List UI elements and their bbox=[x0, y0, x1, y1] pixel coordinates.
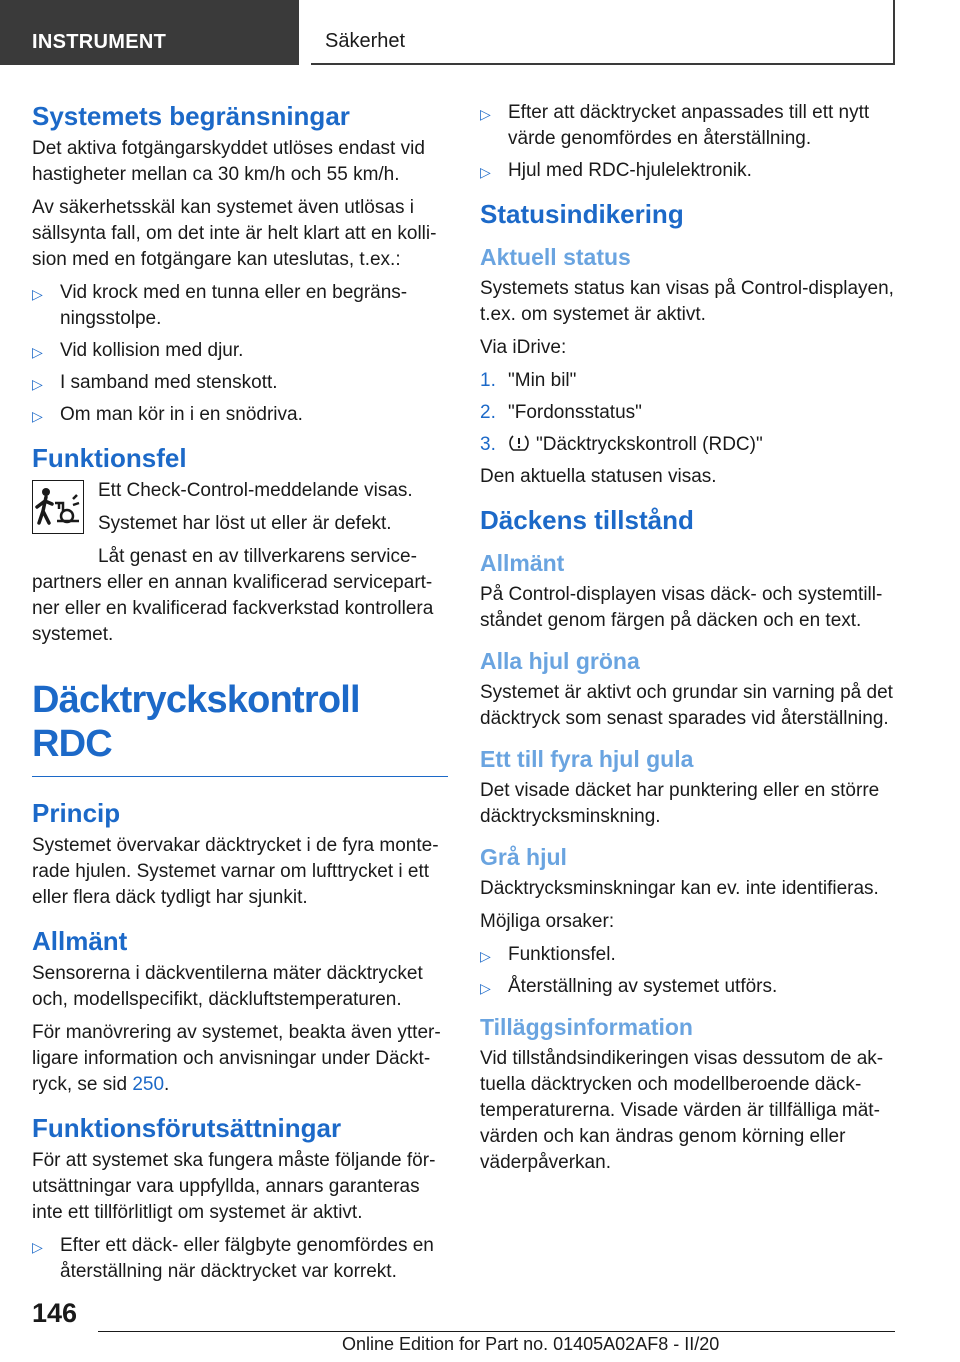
grey-wheels-paragraph-1: Däcktrycksminskningar kan ev. inte identifieras. bbox=[480, 878, 879, 899]
principle-paragraph: Systemet övervakar däcktrycket i de fyra monte-rade hjulen. Systemet varnar om lufttrycket i ett eller flera däck tydligt har sjunkit. bbox=[32, 835, 439, 908]
list-item: ▷ Vid kollision med djur. bbox=[32, 338, 448, 364]
list-item: ▷ Efter att däcktrycket anpassades till ett nytt värde genomfördes en återställning. bbox=[480, 102, 870, 149]
tyre-pressure-icon bbox=[508, 433, 530, 453]
chapter-header bbox=[311, 0, 895, 65]
list-item: ▷ Funktionsfel. bbox=[480, 942, 900, 968]
triangle-bullet-icon: ▷ bbox=[32, 376, 43, 392]
triangle-bullet-icon: ▷ bbox=[480, 948, 491, 964]
grey-wheels-heading: Grå hjul bbox=[480, 844, 567, 870]
current-status-heading: Aktuell status bbox=[480, 244, 631, 270]
tyre-general-paragraph: På Control-displayen visas däck- och systemtill-ståndet genom färgen på däcken och en text. bbox=[480, 584, 883, 631]
fault-paragraph-1: Ett Check-Control-meddelande visas. bbox=[98, 480, 413, 501]
fault-heading: Funktionsfel bbox=[32, 443, 187, 473]
current-status-paragraph-3: Den aktuella statusen visas. bbox=[480, 466, 717, 487]
additional-info-paragraph: Vid tillståndsindikeringen visas dessutom de ak-tuella däcktrycken och modellberoende däck-temperaturerna. Visade värden är tillfälliga mät-värden och kan ändras genom körning eller väderpåverkan. bbox=[480, 1048, 884, 1173]
general-heading: Allmänt bbox=[32, 926, 128, 956]
general-paragraph-2: För manövrering av systemet, beakta även ytter-ligare information och anvisningar under Däckt-ryck, se sid 250. bbox=[32, 1022, 441, 1095]
idrive-steps bbox=[480, 368, 900, 458]
chapter-title: Säkerhet bbox=[325, 30, 406, 52]
prerequisites-paragraph: För att systemet ska fungera måste följande för-utsättningar vara uppfyllda, annars garanteras inte ett tillförlitligt om systemet är aktivt. bbox=[32, 1150, 436, 1223]
triangle-bullet-icon: ▷ bbox=[32, 1239, 43, 1255]
footer-divider bbox=[98, 1331, 895, 1332]
list-item: 2. "Fordonsstatus" bbox=[480, 402, 642, 423]
tyre-condition-heading: Däckens tillstånd bbox=[480, 505, 694, 535]
page-reference-link[interactable]: 250 bbox=[132, 1074, 165, 1095]
status-heading: Statusindikering bbox=[480, 199, 684, 229]
triangle-bullet-icon: ▷ bbox=[32, 344, 43, 360]
list-item: ▷ Hjul med RDC-hjulelektronik. bbox=[480, 158, 900, 184]
rdc-heading: Däcktryckskontroll RDC bbox=[32, 679, 360, 765]
list-item: ▷ I samband med stenskott. bbox=[32, 370, 448, 396]
list-item: 3. "Däcktryckskontroll (RDC)" bbox=[480, 434, 763, 455]
limits-list bbox=[32, 280, 448, 428]
prerequisites-list-continued bbox=[480, 100, 900, 184]
triangle-bullet-icon: ▷ bbox=[480, 164, 491, 180]
edition-footer: Online Edition for Part no. 01405A02AF8 - II/20 bbox=[342, 1334, 720, 1354]
right-column bbox=[480, 100, 900, 1183]
tyre-general-heading: Allmänt bbox=[480, 550, 565, 576]
limits-paragraph-2: Av säkerhetsskäl kan systemet även utlösas i sällsynta fall, om det inte är helt klart att en kolli-sion med en fotgängare kan uteslutas, t.ex.: bbox=[32, 197, 437, 270]
general-paragraph-1: Sensorerna i däckventilerna mäter däcktrycket och, modellspecifikt, däckluftstemperaturen. bbox=[32, 963, 423, 1010]
left-column bbox=[32, 100, 448, 1291]
page-number: 146 bbox=[32, 1298, 78, 1328]
current-status-paragraph-1: Systemets status kan visas på Control-displayen, t.ex. om systemet är aktivt. bbox=[480, 278, 894, 325]
all-green-paragraph: Systemet är aktivt och grundar sin varning på det däcktryck som senast sparades vid återställning. bbox=[480, 682, 893, 729]
yellow-wheels-heading: Ett till fyra hjul gula bbox=[480, 746, 694, 772]
section-title: INSTRUMENT bbox=[32, 31, 167, 53]
prerequisites-list bbox=[32, 1233, 448, 1285]
list-item: ▷ Efter ett däck- eller fälgbyte genomfördes en återställning när däcktrycket var korrekt. bbox=[32, 1235, 434, 1282]
possible-causes-list bbox=[480, 942, 900, 1000]
triangle-bullet-icon: ▷ bbox=[480, 106, 491, 122]
list-item: ▷ Vid krock med en tunna eller en begräns-ningsstolpe. bbox=[32, 282, 408, 329]
pedestrian-protection-warning-icon bbox=[32, 480, 84, 534]
section-tab bbox=[0, 0, 299, 65]
grey-wheels-paragraph-2: Möjliga orsaker: bbox=[480, 911, 615, 932]
triangle-bullet-icon: ▷ bbox=[480, 980, 491, 996]
heading-divider bbox=[32, 776, 448, 777]
list-item: ▷ Återställning av systemet utförs. bbox=[480, 974, 900, 1000]
triangle-bullet-icon: ▷ bbox=[32, 286, 43, 302]
list-item: 1. "Min bil" bbox=[480, 370, 577, 391]
list-item: ▷ Om man kör in i en snödriva. bbox=[32, 402, 448, 428]
fault-paragraph-2: Systemet har löst ut eller är defekt. bbox=[98, 513, 392, 534]
all-green-heading: Alla hjul gröna bbox=[480, 648, 640, 674]
additional-info-heading: Tilläggsinformation bbox=[480, 1014, 693, 1040]
yellow-wheels-paragraph: Det visade däcket har punktering eller en större däcktrycksminskning. bbox=[480, 780, 880, 827]
fault-paragraph-3a: Låt genast en av tillverkarens service- bbox=[98, 546, 417, 567]
limits-paragraph-1: Det aktiva fotgängarskyddet utlöses endast vid hastigheter mellan ca 30 km/h och 55 km/h. bbox=[32, 138, 425, 185]
prerequisites-heading: Funktionsförutsättningar bbox=[32, 1113, 342, 1143]
limits-heading: Systemets begränsningar bbox=[32, 101, 350, 131]
fault-block bbox=[32, 478, 448, 648]
principle-heading: Princip bbox=[32, 798, 121, 828]
triangle-bullet-icon: ▷ bbox=[32, 408, 43, 424]
fault-paragraph-3b: partners eller en annan kvalificerad servicepart-ner eller en kvalificerad fackverkstad kontrollera systemet. bbox=[32, 572, 434, 645]
current-status-paragraph-2: Via iDrive: bbox=[480, 337, 567, 358]
